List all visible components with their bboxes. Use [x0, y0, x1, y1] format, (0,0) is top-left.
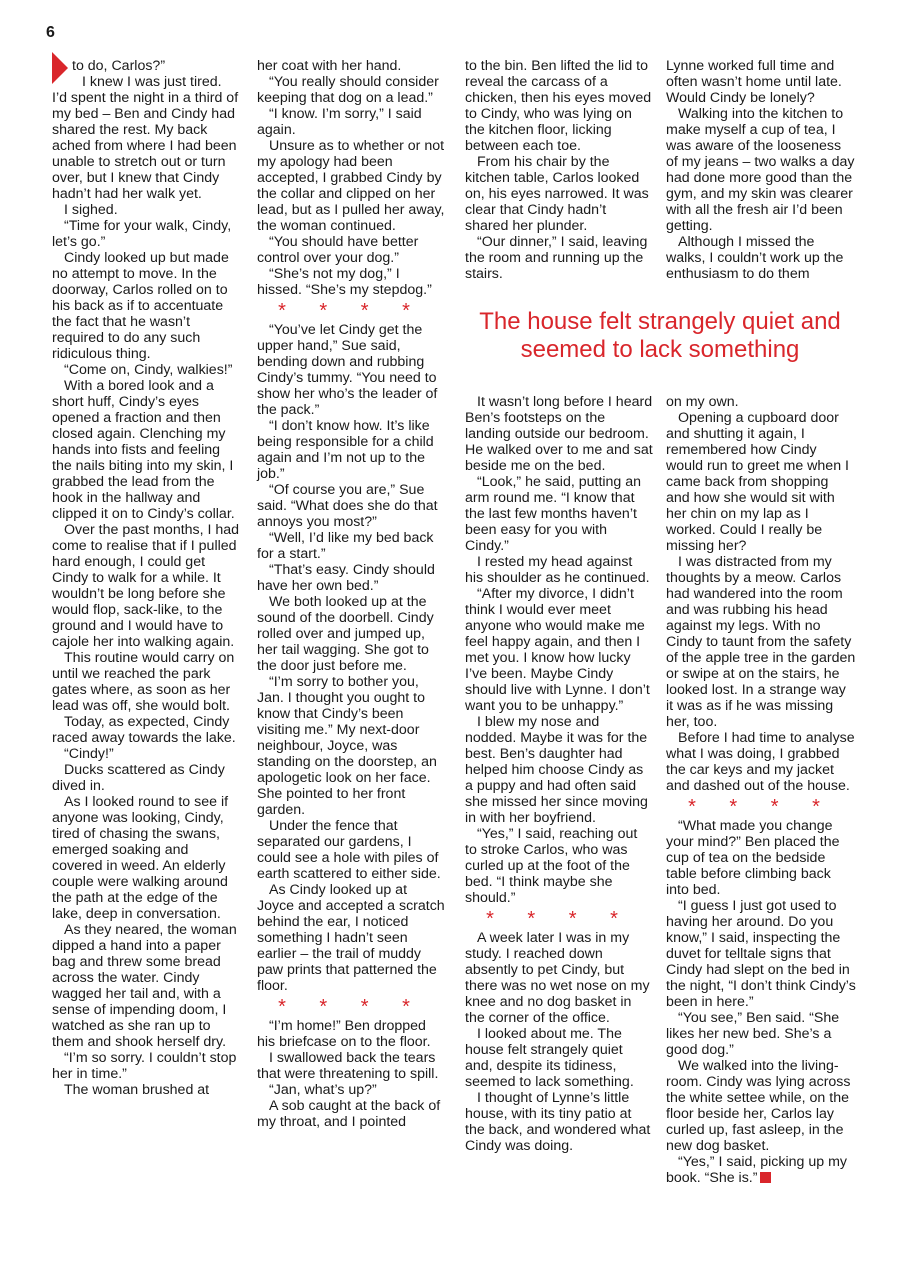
paragraph: This routine would carry on until we reached the park gates where, as soon as her lead was off, she would bolt.: [52, 650, 235, 714]
paragraph: I rested my head against his shoulder as he continued.: [465, 554, 650, 586]
paragraph: “You see,” Ben said. “She likes her new bed. She’s a good dog.”: [666, 1010, 840, 1058]
column-3-top: [465, 58, 653, 282]
paragraph: With a bored look and a short huff, Cindy’s eyes opened a fraction and then closed again. Clenching my hands into fists and feeling the nails biting into my skin, I grabbed the lead from the hook in the hallway and clipped it on to Cindy’s collar.: [52, 378, 235, 522]
paragraph: We walked into the living-room. Cindy was lying across the white settee while, on the floor beside her, Carlos lay curled up, fast asleep, in the new dog basket.: [666, 1058, 851, 1154]
paragraph: The woman brushed at: [64, 1082, 210, 1098]
paragraph: “Time for your walk, Cindy, let’s go.”: [52, 218, 232, 250]
paragraph: “I’m home!” Ben dropped his briefcase on to the floor.: [257, 1018, 431, 1050]
paragraph: to do, Carlos?”: [72, 58, 166, 74]
paragraph: I blew my nose and nodded. Maybe it was for the best. Ben’s daughter had helped him choose Cindy as a puppy and had often said she missed her since moving in with her boyfriend.: [465, 714, 648, 826]
paragraph: Lynne worked full time and often wasn’t home until late. Would Cindy be lonely?: [666, 58, 842, 106]
paragraph: Over the past months, I had come to realise that if I pulled hard enough, I could get Cindy to walk for a while. It wouldn’t be long before she would flop, sack-like, to the ground and I would have to cajole her into walking again.: [52, 522, 240, 650]
end-mark-icon: [760, 1172, 771, 1183]
paragraph: “That’s easy. Cindy should have her own bed.”: [257, 562, 435, 594]
paragraph: I looked about me. The house felt strangely quiet and, despite its tidiness, seemed to lack something.: [465, 1026, 634, 1090]
paragraph: “What made you change your mind?” Ben placed the cup of tea on the bedside table before climbing back into bed.: [666, 818, 840, 898]
column-3-bottom: [465, 394, 653, 1154]
paragraph: A sob caught at the back of my throat, and I pointed: [257, 1098, 441, 1130]
paragraph-final: [666, 1154, 856, 1186]
column-4-bottom: [666, 394, 856, 1186]
paragraph: “I guess I just got used to having her around. Do you know,” I said, inspecting the duvet for telltale signs that Cindy had slept on the bed in the night, “I don’t think Cindy’s been in here.”: [666, 898, 856, 1010]
paragraph: “You really should consider keeping that dog on a lead.”: [257, 74, 439, 106]
pull-quote: The house felt strangely quiet and seemed to lack something: [479, 308, 841, 363]
paragraph: Ducks scattered as Cindy dived in.: [52, 762, 225, 794]
paragraph: I sighed.: [64, 202, 118, 218]
paragraph: “Jan, what’s up?”: [269, 1082, 377, 1098]
paragraph: “I’m sorry to bother you, Jan. I thought you ought to know that Cindy’s been visiting me.” My next-door neighbour, Joyce, was standing on the doorstep, an apologetic look on her face. She pointed to her front garden.: [257, 674, 437, 818]
paragraph: Today, as expected, Cindy raced away towards the lake.: [52, 714, 236, 746]
paragraph: “Look,” he said, putting an arm round me. “I know that the last few months haven’t been easy for you with Cindy.”: [465, 474, 642, 554]
paragraph: “Our dinner,” I said, leaving the room and running up the stairs.: [465, 234, 648, 282]
paragraph: “You’ve let Cindy get the upper hand,” Sue said, bending down and rubbing Cindy’s tummy. “You need to show her who’s the leader of the pack.”: [257, 322, 438, 418]
paragraph: I thought of Lynne’s little house, with its tiny patio at the back, and wondered what Cindy was doing.: [465, 1090, 651, 1154]
paragraph: Walking into the kitchen to make myself a cup of tea, I was aware of the looseness of my jeans – two walks a day had done more good than the gym, and my skin was clearer with all the fresh air I’d been getting.: [666, 106, 855, 234]
column-4-top: [666, 58, 856, 282]
paragraph: “Come on, Cindy, walkies!”: [64, 362, 233, 378]
paragraph: As I looked round to see if anyone was looking, Cindy, tired of chasing the swans, emerged soaking and covered in weed. An elderly couple were walking around the path at the edge of the lake, deep in conversation.: [52, 794, 229, 922]
section-separator: * * * *: [688, 796, 834, 818]
paragraph: “Of course you are,” Sue said. “What does she do that annoys you most?”: [257, 482, 438, 530]
section-separator: * * * *: [278, 996, 424, 1018]
section-separator: * * * *: [278, 300, 424, 322]
paragraph: Cindy looked up but made no attempt to move. In the doorway, Carlos rolled on to his back as if to accentuate the fact that he wasn’t required to do any such ridiculous thing.: [52, 250, 229, 362]
paragraph: Unsure as to whether or not my apology had been accepted, I grabbed Cindy by the collar and clipped on her lead, but as I pulled her away, the woman continued.: [257, 138, 445, 234]
paragraph: “After my divorce, I didn’t think I would ever meet anyone who would make me feel happy again, and then I met you. I know how lucky I’ve been. Maybe Cindy should live with Lynne. I don’t want you to be unhappy.”: [465, 586, 650, 714]
paragraph: Under the fence that separated our gardens, I could see a hole with piles of earth scattered to either side.: [257, 818, 441, 882]
paragraph: “I’m so sorry. I couldn’t stop her in time.”: [52, 1050, 237, 1082]
paragraph: A week later I was in my study. I reached down absently to pet Cindy, but there was no wet nose on my knee and no dog basket in the corner of the office.: [465, 930, 650, 1026]
column-2: [257, 58, 445, 1130]
paragraph: “You should have better control over your dog.”: [257, 234, 419, 266]
paragraph: “Yes,” I said, reaching out to stroke Carlos, who was curled up at the foot of the bed. “I think maybe she should.”: [465, 826, 638, 906]
page-number: 6: [46, 24, 55, 41]
paragraph: I was distracted from my thoughts by a meow. Carlos had wandered into the room and was rubbing his head against my legs. With no Cindy to taunt from the safety of the apple tree in the garden or swipe at on the stairs, he looked lost. In a strange way it was as if he was missing her, too.: [666, 554, 856, 730]
paragraph: As they neared, the woman dipped a hand into a paper bag and threw some bread across the water. Cindy wagged her tail and, with a sense of impending doom, I watched as she ran up to them and shook herself dry.: [52, 922, 237, 1050]
paragraph: Before I had time to analyse what I was doing, I grabbed the car keys and my jacket and dashed out of the house.: [666, 730, 855, 794]
final-line: “Yes,” I said, picking up my book. “She is.”: [666, 1154, 848, 1186]
paragraph: As Cindy looked up at Joyce and accepted a scratch behind the ear, I noticed something I hadn’t seen earlier – the trail of muddy paw prints that patterned the floor.: [257, 882, 445, 994]
paragraph: “I know. I’m sorry,” I said again.: [257, 106, 422, 138]
paragraph: Although I missed the walks, I couldn’t work up the enthusiasm to do them: [666, 234, 844, 282]
paragraph: on my own.: [666, 394, 739, 410]
paragraph: Opening a cupboard door and shutting it again, I remembered how Cindy would run to greet me when I came back from shopping and how she would sit with her chin on my lap as I worked. Could I really be missing her?: [666, 410, 849, 554]
paragraph: I swallowed back the tears that were threatening to spill.: [257, 1050, 439, 1082]
paragraph: It wasn’t long before I heard Ben’s footsteps on the landing outside our bedroom. He walked over to me and sat beside me on the bed.: [465, 394, 653, 474]
paragraph: “She’s not my dog,” I hissed. “She’s my stepdog.”: [257, 266, 432, 298]
column-1: [52, 58, 240, 1098]
paragraph: “Cindy!”: [64, 746, 114, 762]
paragraph: I knew I was just tired. I’d spent the night in a third of my bed – Ben and Cindy had shared the rest. My back ached from where I had been unable to stretch out or turn over, but I knew that Cindy hadn’t had her walk yet.: [52, 74, 239, 202]
paragraph: “I don’t know how. It’s like being responsible for a child again and I’m not up to the job.”: [257, 418, 434, 482]
paragraph: her coat with her hand.: [257, 58, 402, 74]
section-separator: * * * *: [486, 908, 632, 930]
paragraph: “Well, I’d like my bed back for a start.”: [257, 530, 434, 562]
paragraph: We both looked up at the sound of the doorbell. Cindy rolled over and jumped up, her tail wagging. She got to the door just before me.: [257, 594, 434, 674]
paragraph: to the bin. Ben lifted the lid to reveal the carcass of a chicken, then his eyes moved to Cindy, who was lying on the kitchen floor, licking between each toe.: [465, 58, 652, 154]
paragraph: From his chair by the kitchen table, Carlos looked on, his eyes narrowed. It was clear that Cindy hadn’t shared her plunder.: [465, 154, 649, 234]
